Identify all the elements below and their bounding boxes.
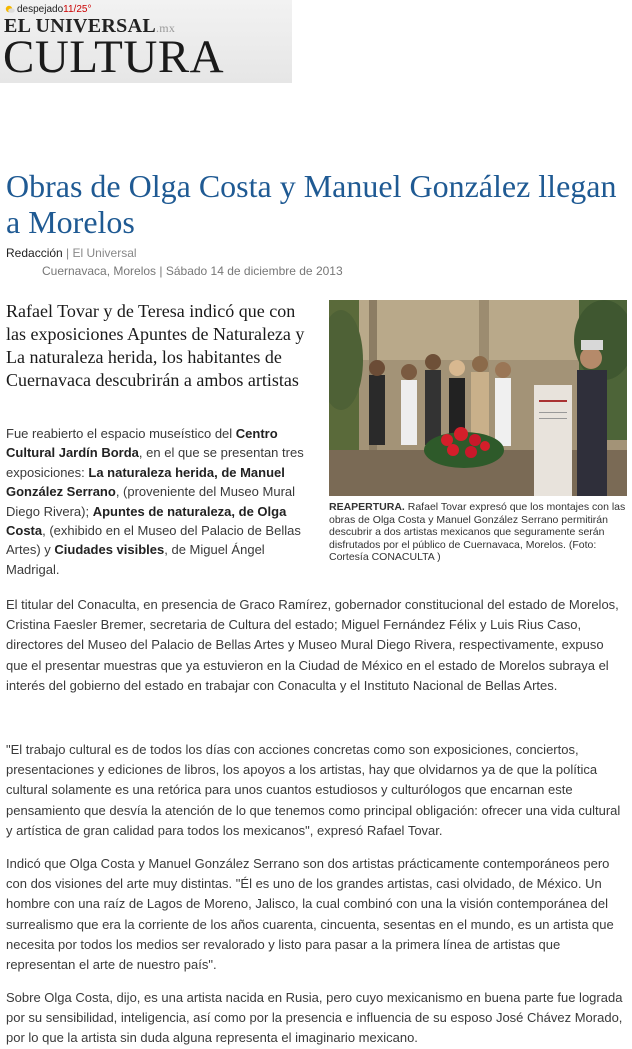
article-lede: Rafael Tovar y de Teresa indicó que con las exposiciones Apuntes de Naturaleza y La naturaleza herida, los habitantes de Cuernavaca descubrirán a ambos artistas	[6, 301, 305, 390]
weather-temperature: 11/25°	[63, 4, 92, 15]
caption-text: Rafael Tovar expresó que los montajes con las obras de Olga Costa y Manuel González Serrano permitirán descubrir a dos artistas mexicanos que seguramente serán disfrutados por el público de Cuernavaca, Morelos. (Foto: Cortesía CONACULTA )	[329, 501, 626, 563]
paragraph-3: "El trabajo cultural es de todos los días con acciones concretas como son exposiciones, conciertos, presentaciones y ediciones de libros, los apoyos a los artistas, hay que olvidarnos ya de que la política cultural solamente es una retórica para unos cuantos estudiosos y culturólogos que encarnan este pensamiento que desvía la atención de lo que tenemos como principal obligación: ofrecer una vida cultural y artística de gran calidad para todos los mexicanos", expresó Rafael Tovar.	[6, 742, 621, 838]
paragraph-5: Sobre Olga Costa, dijo, es una artista nacida en Rusia, pero cuyo mexicanismo en buena parte fue lograda por su sensibilidad, inteligencia, así como por la presencia e influencia de su esposo José Chávez Morado, por lo que la artista sin duda alguna representa el imaginario mexicano.	[6, 990, 623, 1046]
partly-sunny-icon	[5, 5, 15, 13]
weather-condition: despejado	[17, 4, 64, 15]
article-headline: Obras de Olga Costa y Manuel González llegan a Morelos	[6, 168, 617, 240]
paragraph-4: Indicó que Olga Costa y Manuel González Serrano son dos artistas prácticamente contemporáneos pero con dos visiones del arte muy distintas. "Él es uno de los grandes artistas, casi olvidado, de México. Un hombre con una raíz de Lagos de Moreno, Jalisco, la cual combinó con una la visión contemporánea del surrealismo que era la corriente de los años cuarenta, cincuenta, sesentas en el mundo, es un artista que necesita por todos los medios ser revalorado y listo para pasar a la primera línea de artistas que representan el arte de nuestro país".	[6, 856, 614, 973]
publication-name: El Universal	[72, 246, 137, 260]
masthead	[0, 0, 292, 83]
caption-label: REAPERTURA.	[329, 501, 405, 513]
section-title[interactable]: CULTURA	[3, 31, 225, 83]
article-photo	[329, 300, 627, 496]
paragraph-2: El titular del Conaculta, en presencia de Graco Ramírez, gobernador constitucional del estado de Morelos, Cristina Faesler Bremer, secretaria de Cultura del estado; Miguel Fernández Félix y Luis Rius Caso, directores del Museo del Palacio de Bellas Artes y Museo Mural Diego Rivera, respectivamente, expuso que el presentar muestras que ya estuvieron en la Ciudad de México en el estado de Morelos subraya el interés del gobierno del estado en trabajar con Conaculta y el Instituto Nacional de Bellas Artes.	[6, 597, 619, 693]
photo-caption	[329, 501, 627, 564]
byline	[6, 246, 137, 260]
paragraph-1: Fue reabierto el espacio museístico del Centro Cultural Jardín Borda, en el que se presentan tres exposiciones: La naturaleza herida, de Manuel González Serrano, (proveniente del Museo Mural Diego Rivera); Apuntes de naturaleza, de Olga Costa, (exhibido en el Museo del Palacio de Bellas Artes) y Ciudades visibles, de Miguel Ángel Madrigal.	[6, 426, 304, 577]
logo-text: EL UNIVERSAL	[4, 15, 156, 37]
dateline: Cuernavaca, Morelos | Sábado 14 de diciembre de 2013	[42, 264, 343, 278]
logo-suffix: .mx	[155, 21, 176, 35]
photo-illustration	[329, 300, 627, 496]
author-name: Redacción	[6, 246, 63, 260]
byline-separator: |	[66, 246, 70, 260]
